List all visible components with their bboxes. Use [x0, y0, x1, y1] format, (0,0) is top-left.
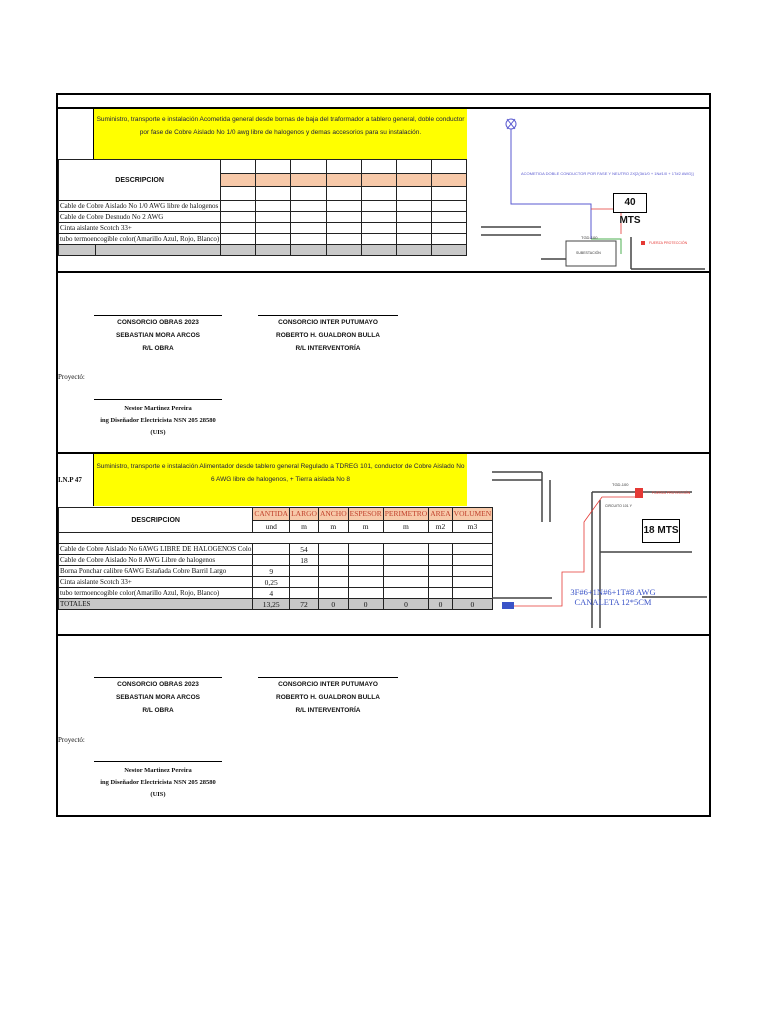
project-label-1: Proyectó:: [58, 373, 85, 381]
signature-interventoria-1: CONSORCIO INTER PUTUMAYO ROBERTO H. GUALDRON BULLA R/L INTERVENTORÍA: [258, 315, 398, 355]
tablero-label: TGD-100: [581, 235, 598, 240]
totals-row: TOTALES 13,25 72 0 0 0 0 0: [59, 599, 493, 610]
project-label-2: Proyectó:: [58, 736, 85, 744]
conductor-spec: 3F#6+1N#6+1T#8 AWG CANALETA 12*5CM: [570, 587, 656, 607]
item-code-cell: I.N.P 47: [58, 454, 94, 506]
table-row: Cable de Cobre Aislado No 8 AWG Libre de halogenos 18: [59, 555, 493, 566]
table-row: Cable de Cobre Desnudo No 2 AWG: [59, 212, 467, 223]
designer-signature-1: Nestor Martinez Pereira ing Diseñador Electricista NSN 205 28580 (UIS): [94, 399, 222, 439]
signature-obra-1: CONSORCIO OBRAS 2023 SEBASTIAN MORA ARCOS R/L OBRA: [94, 315, 222, 355]
subestacion-label: SUBESTACIÓN: [576, 251, 601, 255]
quantities-table-2: DESCRIPCION CANTIDA LARGO ANCHO ESPESOR PERIMETRO AREA VOLUMEN und m m m m m2 m3 Cable de Cobre Aislado No 6AWG LIBRE DE HALOGENOS Colo 54 Cable de Cobre Aislado No 8 AWG Libre de halogenos 18 Borna Ponchar calibre 6AWG Estañada Cobre Barril Largo 9 Cinta aislante Scotch 33+ 0,25 tubo termoencogible color(Amarillo Azul, Rojo, Blanco) 4 TOTALES 13,25 72 0 0 0 0 0: [60, 509, 492, 609]
designer-signature-2: Nestor Martinez Pereira ing Diseñador Electricista NSN 205 28580 (UIS): [94, 761, 222, 801]
table-row: Cable de Cobre Aislado No 6AWG LIBRE DE HALOGENOS Colo 54: [59, 544, 493, 555]
item-description: Suministro, transporte e instalación Alimentador desde tablero general Regulado a TDREG 101, conductor de Cobre Aislado No 6 AWG libre de halogenos, + Tierra aislada No 8: [94, 454, 467, 506]
table-row: Borna Ponchar calibre 6AWG Estañada Cobre Barril Largo 9: [59, 566, 493, 577]
quantities-table-1: [58, 159, 467, 256]
acometida-label: ACOMETIDA DOBLE CONDUCTOR POR FASE Y NEUTRO 2X[2(3#1/0 + 1N#1/0 + 1T#2 AWG)]: [521, 171, 694, 176]
table-row: Cable de Cobre Aislado No 1/0 AWG libre de halogenos: [59, 201, 467, 212]
descripcion-header: DESCRIPCION: [59, 508, 253, 533]
distance-badge-2: 18 MTS: [642, 519, 680, 543]
table-row: tubo termoencogible color(Amarillo Azul, Rojo, Blanco) 4: [59, 588, 493, 599]
signature-interventoria-2: CONSORCIO INTER PUTUMAYO ROBERTO H. GUALDRON BULLA R/L INTERVENTORÍA: [258, 677, 398, 717]
descripcion-header: DESCRIPCION: [59, 160, 221, 201]
item-code-cell: [58, 109, 94, 159]
tablero-label-2: TGD-100: [612, 482, 629, 487]
fp-label-2: FUERZA PROTECCIÓN: [652, 491, 691, 495]
table-row: tubo termoencogible color(Amarillo Azul, Rojo, Blanco): [59, 234, 467, 245]
block-divider: [58, 634, 709, 636]
distance-badge-1: 40 MTS: [613, 193, 647, 213]
site-plan-diagram-1: [481, 109, 705, 271]
table-row: Cinta aislante Scotch 33+ 0,25: [59, 577, 493, 588]
totals-row: [59, 245, 467, 256]
signature-obra-2: CONSORCIO OBRAS 2023 SEBASTIAN MORA ARCOS R/L OBRA: [94, 677, 222, 717]
item-description: Suministro, transporte e instalación Acometida general desde bornas de baja del traformador a tablero general, doble conductor por fase de Cobre Aislado No 1/0 awg libre de halogenos y demas accesorios para su instalación.: [94, 109, 467, 159]
fp-label: FUERZA PROTECCIÓN: [649, 241, 688, 245]
table-row: Cinta aislante Scotch 33+: [59, 223, 467, 234]
block-divider: [58, 271, 709, 273]
circuit-label: CIRCUITO 101 Y: [605, 504, 632, 508]
budget-sheet: [56, 93, 711, 817]
